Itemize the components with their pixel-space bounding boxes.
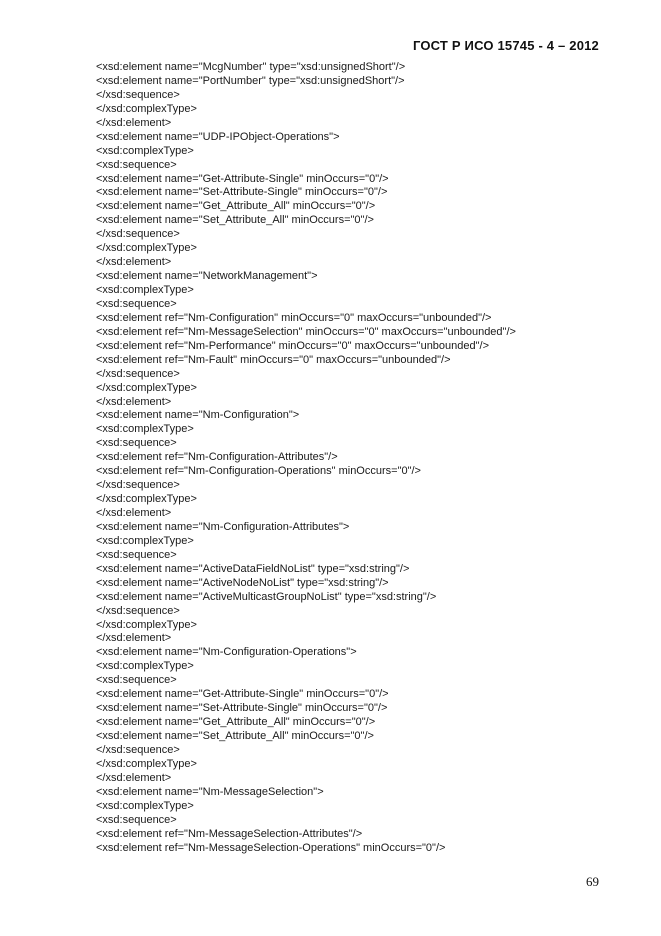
code-line: <xsd:element name="PortNumber" type="xsd:unsignedShort"/> <box>96 74 405 87</box>
code-line: <xsd:sequence> <box>96 297 177 310</box>
xsd-code-listing <box>96 61 516 855</box>
code-line: <xsd:element name="Set-Attribute-Single" minOccurs="0"/> <box>96 186 388 199</box>
code-line: <xsd:element ref="Nm-Fault" minOccurs="0" maxOccurs="unbounded"/> <box>96 353 451 366</box>
code-line: <xsd:element name="Set_Attribute_All" minOccurs="0"/> <box>96 730 374 742</box>
code-line: <xsd:element name="Nm-Configuration-Attributes"> <box>96 520 350 533</box>
code-line: <xsd:element ref="Nm-Configuration" minOccurs="0" maxOccurs="unbounded"/> <box>96 311 492 324</box>
code-line: <xsd:element name="Get-Attribute-Single" minOccurs="0"/> <box>96 172 389 185</box>
code-line: <xsd:complexType> <box>96 799 194 812</box>
code-line: <xsd:element ref="Nm-MessageSelection" minOccurs="0" maxOccurs="unbounded"/> <box>96 325 516 338</box>
code-line: </xsd:complexType> <box>96 757 197 770</box>
code-line: <xsd:element name="Get_Attribute_All" minOccurs="0"/> <box>96 200 376 213</box>
code-line: <xsd:element name="McgNumber" type="xsd:unsignedShort"/> <box>96 61 406 73</box>
code-line: <xsd:sequence> <box>96 674 177 687</box>
code-line: </xsd:complexType> <box>96 102 197 115</box>
code-line: <xsd:complexType> <box>96 423 194 436</box>
code-line: </xsd:element> <box>96 771 172 784</box>
code-line: <xsd:element name="NetworkManagement"> <box>96 270 318 283</box>
code-line: <xsd:element ref="Nm-Configuration-Operations" minOccurs="0"/> <box>96 465 421 478</box>
code-line: <xsd:element name="Get-Attribute-Single" minOccurs="0"/> <box>96 688 389 701</box>
code-line: <xsd:complexType> <box>96 660 194 673</box>
code-line: <xsd:element name="Nm-MessageSelection"> <box>96 785 324 798</box>
code-line: <xsd:element name="Set_Attribute_All" minOccurs="0"/> <box>96 214 374 227</box>
code-line: </xsd:element> <box>96 256 172 269</box>
code-line: <xsd:element name="ActiveMulticastGroupNoList" type="xsd:string"/> <box>96 590 437 603</box>
code-line: </xsd:sequence> <box>96 479 180 492</box>
code-line: </xsd:sequence> <box>96 88 180 101</box>
code-line: <xsd:element name="Nm-Configuration-Operations"> <box>96 646 357 659</box>
code-line: </xsd:element> <box>96 632 172 645</box>
code-line: </xsd:sequence> <box>96 228 180 241</box>
code-line: </xsd:complexType> <box>96 618 197 631</box>
code-line: </xsd:sequence> <box>96 743 180 756</box>
page-header-standard: ГОСТ Р ИСО 15745 - 4 – 2012 <box>412 38 599 53</box>
code-line: <xsd:element name="ActiveDataFieldNoList" type="xsd:string"/> <box>96 562 410 575</box>
code-line: <xsd:element name="Nm-Configuration"> <box>96 409 300 422</box>
code-line: </xsd:element> <box>96 116 172 129</box>
code-line: <xsd:complexType> <box>96 284 194 296</box>
code-line: <xsd:element ref="Nm-MessageSelection-Operations" minOccurs="0"/> <box>96 841 446 854</box>
code-line: <xsd:sequence> <box>96 437 177 450</box>
code-line: <xsd:sequence> <box>96 548 177 561</box>
code-line: </xsd:complexType> <box>96 242 197 255</box>
code-line: </xsd:complexType> <box>96 493 197 506</box>
code-line: </xsd:sequence> <box>96 367 180 380</box>
page-number: 69 <box>586 874 599 889</box>
code-line: <xsd:sequence> <box>96 813 177 826</box>
code-line: <xsd:sequence> <box>96 158 177 171</box>
code-line: <xsd:element name="Get_Attribute_All" minOccurs="0"/> <box>96 716 376 729</box>
code-line: <xsd:element ref="Nm-MessageSelection-Attributes"/> <box>96 827 363 840</box>
code-line: <xsd:element ref="Nm-Performance" minOccurs="0" maxOccurs="unbounded"/> <box>96 339 490 352</box>
code-line: </xsd:element> <box>96 507 172 519</box>
code-line: <xsd:element name="ActiveNodeNoList" type="xsd:string"/> <box>96 576 389 589</box>
code-line: <xsd:element name="Set-Attribute-Single" minOccurs="0"/> <box>96 702 388 715</box>
code-line: <xsd:element name="UDP-IPObject-Operations"> <box>96 130 340 143</box>
code-line: <xsd:element ref="Nm-Configuration-Attributes"/> <box>96 451 338 464</box>
code-line: <xsd:complexType> <box>96 144 194 157</box>
code-line: <xsd:complexType> <box>96 534 194 547</box>
code-line: </xsd:complexType> <box>96 381 197 394</box>
code-line: </xsd:sequence> <box>96 604 180 617</box>
code-line: </xsd:element> <box>96 395 172 408</box>
